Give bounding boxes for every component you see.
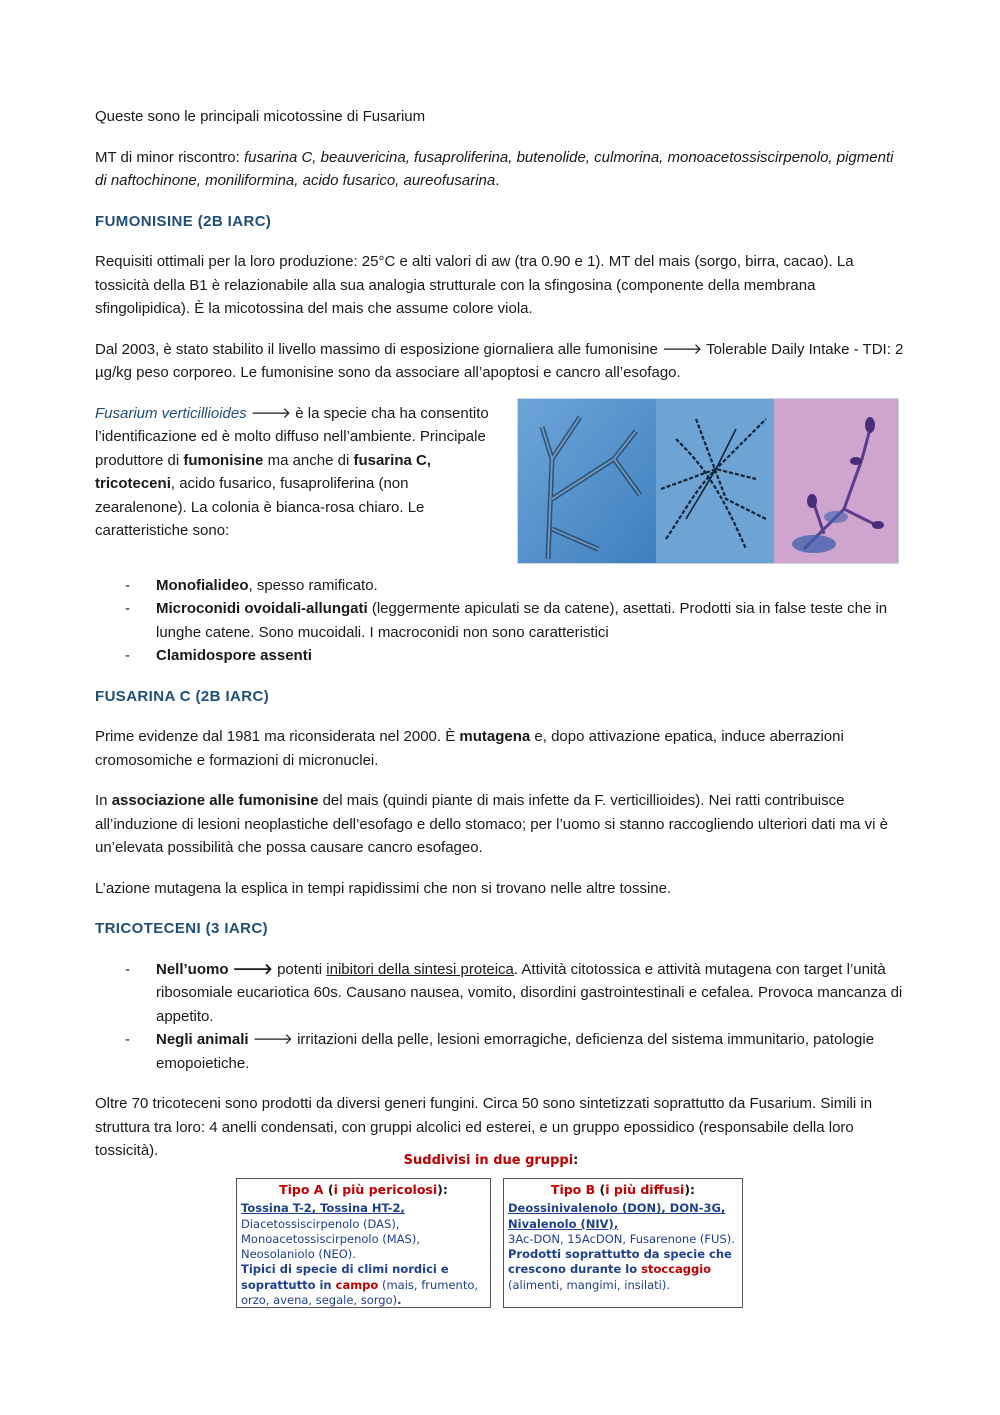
fv-bold-1: fumonisine — [183, 451, 264, 469]
note-bold: Prodotti soprattutto da specie che crescono durante lo — [508, 1247, 732, 1277]
type-b-toxin: 3Ac-DON, 15AcDON, Fusarenone (FUS). — [508, 1231, 735, 1246]
intro-text: Queste sono le principali micotossine di Fusarium — [95, 108, 426, 125]
list-item-bold: Nell’uomo 🡒 — [156, 960, 273, 978]
heading-tricoteceni: TRICOTECENI (3 IARC) — [95, 920, 268, 937]
type-a-main-toxins: Tossina T-2, Tossina HT-2, — [241, 1201, 405, 1216]
list-item — [95, 644, 907, 668]
type-b-main-toxins: Deossinivalenolo (DON), DON-3G, Nivalenolo (NIV), — [508, 1201, 726, 1231]
p-text: In — [95, 792, 112, 809]
type-b-box — [503, 1178, 743, 1308]
tricoteceni-groups-figure — [236, 1153, 746, 1313]
fv-bold-2: fusarina C, tricoteceni — [95, 451, 431, 492]
fusarina-paragraph-3: L’azione mutagena la esplica in tempi rapidissimi che non si trovano nelle altre tossine. — [95, 879, 672, 897]
list-item-text: (leggermente apiculati se da catene), asettati. Prodotti sia in false teste che in lunghe catene. Sono mucoidali. I macroconidi non sono caratteristici — [156, 600, 888, 641]
species-name: Fusarium verticillioides — [95, 404, 247, 422]
fusarium-verticillioides-section — [95, 402, 907, 570]
list-item-text: 🡒 irritazioni della pelle, lesioni emorragiche, deficienza del sistema immunitario, patologie emopoietiche. — [156, 1031, 875, 1072]
fv-text-2: ma anche di — [263, 451, 354, 469]
type-label: Tipo B — [550, 1182, 596, 1197]
fusarium-verticillioides-text — [95, 402, 495, 543]
type-a-toxin: Neosolaniolo (NEO). — [241, 1247, 356, 1262]
fusarina-paragraph-2 — [95, 789, 907, 860]
groups-title-colon: : — [573, 1153, 579, 1168]
fv-text-3: , acido fusarico, fusaproliferina (non zearalenone). La colonia è bianca-rosa chiaro. Le caratteristiche sono: — [95, 475, 425, 539]
micrograph-panel-2 — [656, 399, 774, 563]
p-text: del mais (quindi piante di mais infette da F. verticillioides). Nei ratti contribuisce all’induzione di lesioni neoplastiche dell’esofago e dello stomaco; per l’uomo si stanno raccogliendo ulteriori dati ma vi è un’elevata possibilità che possa causare cancro esofageo. — [95, 792, 888, 856]
tricoteceni-paragraph: Oltre 70 tricoteceni sono prodotti da diversi generi fungini. Circa 50 sono sintetizzati soprattutto da Fusarium. Simili in struttura tra loro: 4 anelli condensati, con gruppi alcolici ed esterei, e un gruppo epossidico (responsabile della loro tossicità). — [95, 1095, 873, 1159]
type-a-toxin: Diacetossiscirpenolo (DAS), — [241, 1216, 400, 1231]
minor-prefix: MT di minor riscontro: — [95, 148, 244, 166]
list-item-uomo — [95, 958, 907, 1029]
micrograph-image — [517, 398, 899, 564]
p-text: Prime evidenze dal 1981 ma riconsiderata nel 2000. È — [95, 728, 460, 745]
micrograph-panel-3 — [774, 399, 898, 563]
list-item-text: , spesso ramificato. — [248, 576, 378, 594]
type-b-title — [508, 1182, 738, 1197]
list-item — [95, 597, 907, 644]
tricoteceni-effects-list — [95, 958, 907, 1076]
groups-title-text: Suddivisi in due gruppi — [403, 1153, 574, 1168]
underlined-text: inibitori della sintesi proteica — [326, 960, 514, 978]
type-label: Tipo A — [279, 1182, 324, 1197]
list-item-bold: Monofialideo — [156, 576, 249, 594]
list-item-bold: Negli animali — [156, 1031, 249, 1048]
p-bold: mutagena — [459, 728, 531, 745]
paren: ( — [595, 1182, 606, 1197]
fumonisine-paragraph-1: Requisiti ottimali per la loro produzione: 25°C e alti valori di aw (tra 0.90 e 1). MT del mais (sorgo, birra, cacao). La tossicità della B1 è relazionabile alla sua analogia strutturale con la sfingosina (componente della membrana sfingolipidica). È la micotossina del mais che assume colore viola. — [95, 253, 854, 317]
minor-list: fusarina C, beauvericina, fusaproliferina, butenolide, culmorina, monoacetossiscirpenolo, pigmenti di naftochinone, moniliformina, acido fusarico, aureofusarina — [95, 148, 894, 189]
list-item-bold: Clamidospore assenti — [156, 647, 312, 664]
note-keyword: stoccaggio — [641, 1262, 712, 1277]
note-keyword: campo — [335, 1277, 379, 1292]
note-end: . — [397, 1293, 402, 1308]
minor-mycotoxins-paragraph — [95, 146, 907, 193]
groups-title — [236, 1153, 746, 1168]
paren: ): — [437, 1182, 448, 1197]
document-body — [95, 105, 907, 1180]
note-text: (alimenti, mangimi, insilati). — [508, 1277, 671, 1292]
fusarina-paragraph-1 — [95, 725, 907, 772]
paren: ): — [684, 1182, 696, 1197]
micrograph-panel-1 — [518, 399, 656, 563]
type-note: i più pericolosi — [333, 1182, 438, 1197]
p-bold: associazione alle fumonisine — [111, 792, 319, 809]
list-item-text: . Attività citotossica e attività mutagena con target l’unità ribosomiale eucariotica 60s. Causano nausea, vomito, disordini gastrointestinali e cefalea. Provoca mancanza di appetito. — [156, 960, 903, 1025]
fv-text-1: 🡒 è la specie cha ha consentito l’identificazione ed è molto diffuso nell’ambiente. Principale produttore di — [95, 404, 489, 469]
type-a-toxin: Monoacetossiscirpenolo (MAS), — [241, 1231, 420, 1246]
type-b-note — [508, 1247, 738, 1278]
heading-fusarina-c: FUSARINA C (2B IARC) — [95, 687, 270, 705]
heading-fumonisine: FUMONISINE (2B IARC) — [95, 212, 272, 230]
p-text: e, dopo attivazione epatica, induce aberrazioni cromosomiche e formazioni di micronuclei. — [95, 728, 844, 769]
fv-characteristics-list — [95, 574, 907, 668]
list-item-animali — [95, 1028, 907, 1075]
type-a-box — [236, 1178, 491, 1308]
fumonisine-paragraph-2: Dal 2003, è stato stabilito il livello massimo di esposizione giornaliera alle fumonisine 🡒 Tolerable Daily Intake - TDI: 2 µg/kg peso corporeo. Le fumonisine sono da associare all’apoptosi e cancro all’esofago. — [95, 340, 904, 381]
minor-suffix: . — [495, 172, 500, 189]
type-note: i più diffusi — [605, 1182, 685, 1197]
list-item-bold: Microconidi ovoidali-allungati — [156, 600, 368, 617]
list-item — [95, 574, 907, 598]
type-a-note — [241, 1262, 486, 1308]
type-a-title — [241, 1182, 486, 1197]
note-bold: Tipici di specie di climi nordici e soprattutto in — [241, 1262, 449, 1292]
note-text: (mais, frumento, orzo, avena, segale, sorgo) — [241, 1277, 479, 1308]
list-item-text: potenti — [272, 960, 327, 978]
paren: ( — [323, 1182, 334, 1197]
